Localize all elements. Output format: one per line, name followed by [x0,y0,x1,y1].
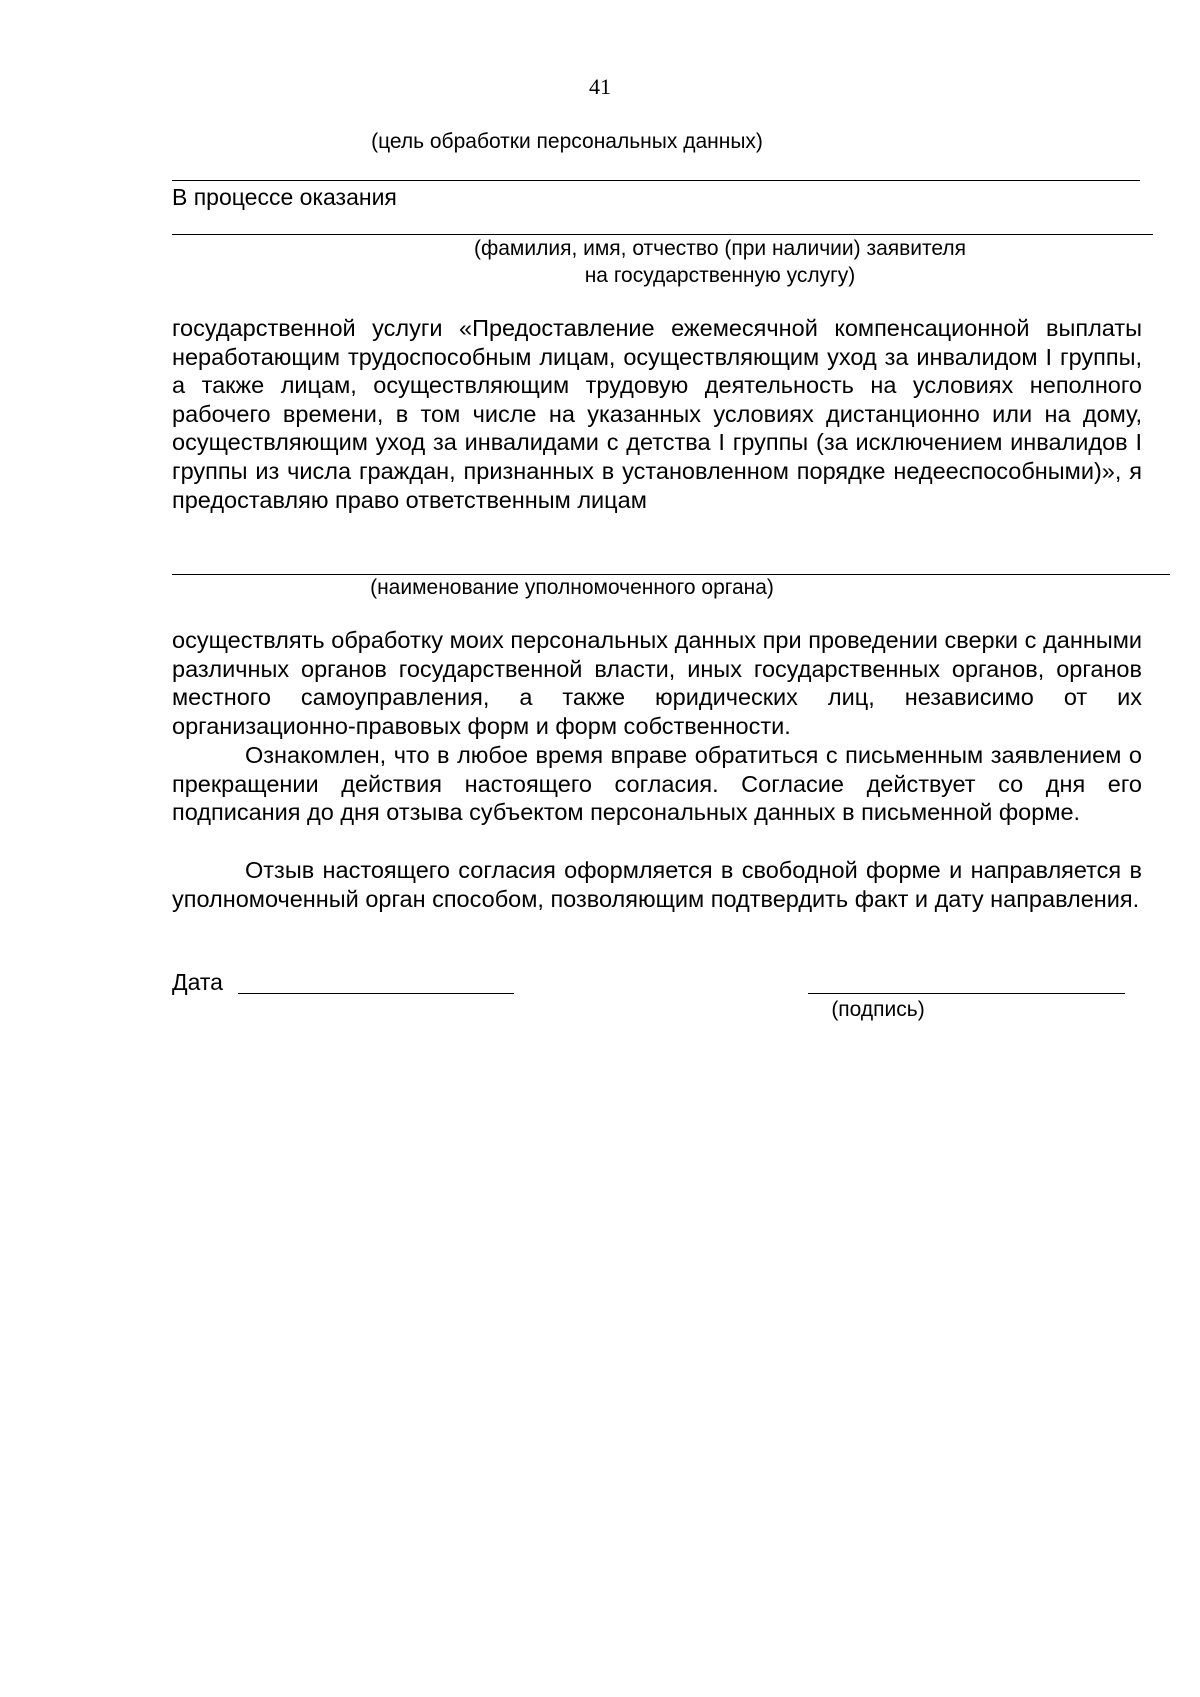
date-label: Дата [172,969,223,995]
processing-paragraph: осуществлять обработку моих персональных данных при проведении сверки с данными различных органов государственной власти, иных государственных органов, органов местного самоуправления, а также юридических лиц, независимо от их организационно-правовых форм и форм собственности. [172,627,1142,739]
applicant-caption-line2: на государственную услугу) [584,264,856,287]
acknowledged-paragraph: Ознакомлен, что в любое время вправе обратиться с письменным заявлением о прекращении действия настоящего согласия. Согласие действует со дня его подписания до дня отзыва субъектом персональных данных в письменной форме. [172,742,1142,826]
service-paragraph: государственной услуги «Предоставление ежемесячной компенсационной выплаты неработающим трудоспособным лицам, осуществляющим уход за инвалидом I группы, а также лицам, осуществляющим трудовую деятельность на условиях неполного рабочего времени, в том числе на указанных условиях дистанционно или на дому, осуществляющим уход за инвалидами с детства I группы (за исключением инвалидов I группы из числа граждан, признанных в установленном порядке недееспособными)», я предоставляю право ответственным лицам [172,315,1142,513]
signature-field-line[interactable] [808,993,1125,994]
date-field-line[interactable] [238,993,514,994]
applicant-caption-line1: (фамилия, имя, отчество (при наличии) заявителя [473,237,966,260]
withdrawal-paragraph: Отзыв настоящего согласия оформляется в свободной форме и направляется в уполномоченный орган способом, позволяющим подтвердить факт и дату направления. [172,857,1142,912]
purpose-field-line[interactable] [172,180,1140,181]
authority-caption: (наименование уполномоченного органа) [370,576,774,599]
process-label: В процессе оказания [172,184,397,210]
purpose-caption: (цель обработки персональных данных) [371,130,763,153]
page-number: 41 [589,74,611,99]
signature-caption: (подпись) [831,998,925,1021]
